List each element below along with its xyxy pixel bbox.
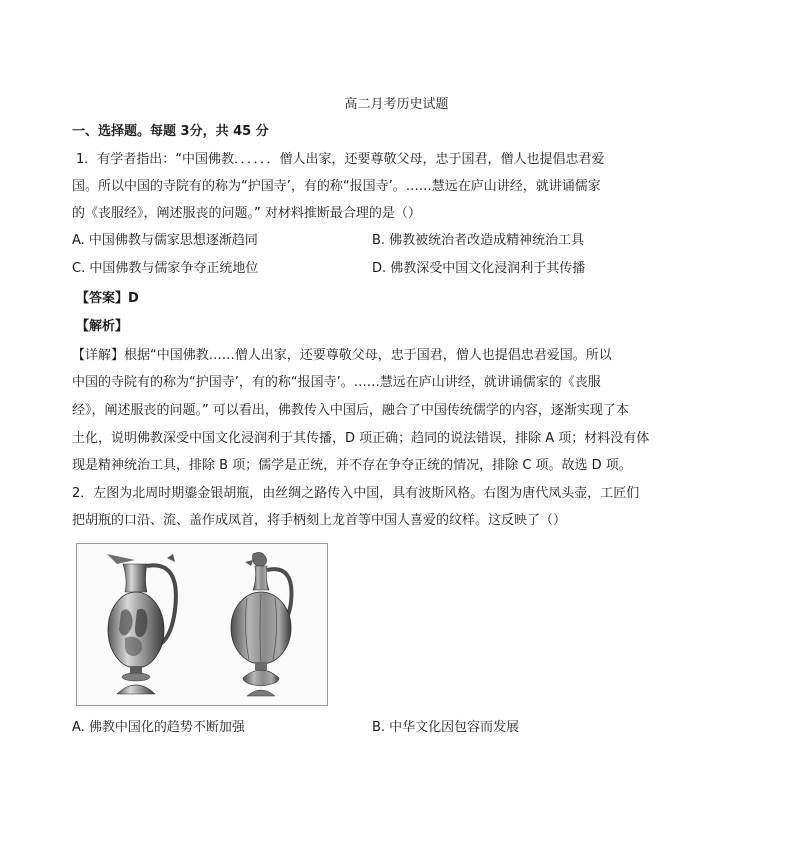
ewer-comparison-figure [76, 543, 328, 706]
section-heading: 一、选择题。每题 3分，共 45 分 [72, 124, 269, 139]
q1-option-d: D. 佛教深受中国文化浸润利于其传播 [372, 261, 586, 276]
q1-analysis-label: 【解析】 [76, 319, 129, 334]
q1-stem-line-3: 的《丧服经》，阐述服丧的问题。” 对材料推断最合理的是（） [72, 206, 421, 221]
q1-answer: 【答案】D [76, 291, 139, 306]
q2-option-a: A. 佛教中国化的趋势不断加强 [72, 720, 245, 735]
q2-stem-line-1: 2．左图为北周时期鎏金银胡瓶，由丝绸之路传入中国，具有波斯风格。右图为唐代凤头壶，工匠们 [72, 486, 640, 501]
q1-detail-line-1: 【详解】根据“中国佛教……僧人出家，还要尊敬父母，忠于国君，僧人也提倡忠君爱国。所以 [72, 348, 612, 363]
q1-option-c: C. 中国佛教与儒家争夺正统地位 [72, 261, 259, 276]
q1-detail-line-4: 土化，说明佛教深受中国文化浸润利于其传播，D 项正确；趋同的说法错误，排除 A 项；材料没有体 [72, 431, 650, 446]
phoenix-head-ewer-image [217, 550, 317, 700]
q1-stem-line-2: 国。所以中国的寺院有的称为“护国寺’，有的称“报国寺’。……慧远在庐山讲经，就讲诵儒家 [72, 179, 601, 194]
q1-detail-line-3: 经》，阐述服丧的问题。” 可以看出，佛教传入中国后，融合了中国传统儒学的内容，逐渐实现了本 [72, 403, 629, 418]
q1-stem-line-1: 1．有学者指出：“中国佛教．．．．．．僧人出家，还要尊敬父母，忠于国君，僧人也提倡忠君爱 [76, 152, 605, 167]
gilt-silver-ewer-image [95, 550, 195, 700]
q1-detail-line-2: 中国的寺院有的称为“护国寺’，有的称“报国寺’。……慧远在庐山讲经，就讲诵儒家的《丧服 [72, 375, 601, 390]
q2-option-b: B. 中华文化因包容而发展 [372, 720, 520, 735]
q2-stem-line-2: 把胡瓶的口沿、流、盖作成凤首，将手柄刻上龙首等中国人喜爱的纹样。这反映了（） [72, 513, 567, 528]
q1-option-b: B. 佛教被统治者改造成精神统治工具 [372, 233, 585, 248]
q1-detail-line-5: 现是精神统治工具，排除 B 项；儒学是正统，并不存在争夺正统的情况，排除 C 项。故选 D 项。 [72, 458, 632, 473]
q1-option-a: A. 中国佛教与儒家思想逐渐趋同 [72, 233, 258, 248]
page-title: 高二月考历史试题 [344, 97, 449, 112]
